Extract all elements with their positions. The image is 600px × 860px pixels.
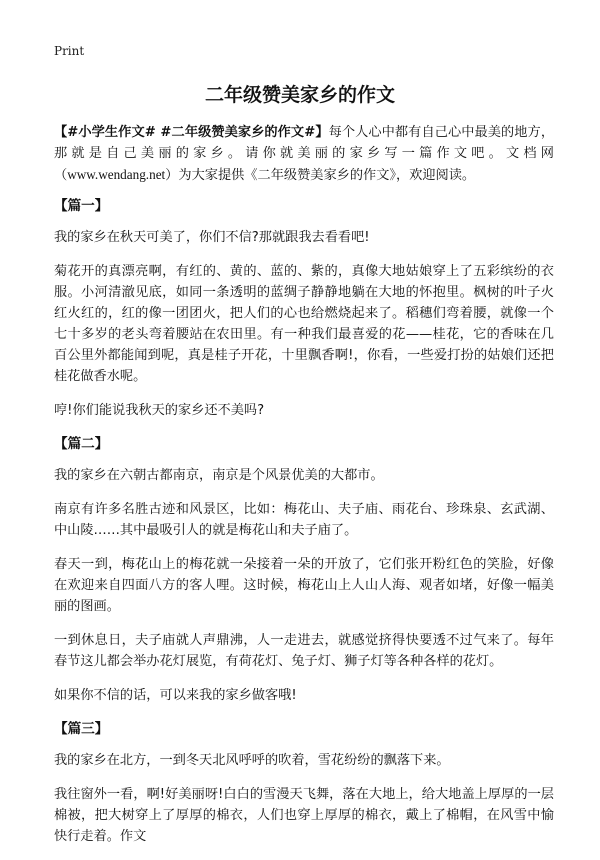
section-paragraph: 我的家乡在北方，一到冬天北风呼呼的吹着，雪花纷纷的飘落下来。 (54, 753, 450, 768)
section-1 (54, 196, 554, 421)
article-body (54, 122, 554, 860)
intro-text-1: 每个人心中都有自己心中最美的地方，那就是自己美丽的家乡。请你就美丽的家乡写一篇作文吧。文档网（ (54, 125, 555, 183)
section-paragraph: 我的家乡在六朝古都南京，南京是个风景优美的大都市。 (54, 468, 384, 483)
intro-paragraph (54, 122, 554, 186)
intro-tags: 【#小学生作文# #二年级赞美家乡的作文#】 (54, 125, 329, 140)
section-heading: 【篇三】 (54, 721, 109, 737)
section-paragraph: 南京有许多名胜古迹和风景区，比如：梅花山、夫子庙、雨花台、珍珠泉、玄武湖、中山陵……其中最吸引人的就是梅花山和夫子庙了。 (54, 502, 554, 538)
section-paragraph: 春天一到，梅花山上的梅花就一朵接着一朵的开放了，它们张开粉红色的笑脸，好像在欢迎来自四面八方的客人哩。这时候，梅花山上人山人海、观者如堵，好像一幅美丽的图画。 (54, 557, 554, 614)
section-paragraph: 我的家乡在秋天可美了，你们不信?那就跟我去看看吧! (54, 230, 370, 245)
section-paragraph: 哼!你们能说我秋天的家乡还不美吗? (54, 403, 265, 418)
print-label: Print (54, 44, 85, 58)
source-url: www.wendang.net (67, 167, 166, 182)
section-paragraph: 如果你不信的话，可以来我的家乡做客哦! (54, 688, 297, 703)
section-paragraph: 菊花开的真漂亮啊，有红的、黄的、蓝的、紫的，真像大地姑娘穿上了五彩缤纷的衣服。小河清澈见底，如同一条透明的蓝绸子静静地躺在大地的怀抱里。枫树的叶子火红火红的，红的像一团团火，把人们的心也给燃烧起来了。稻穗们弯着腰，就像一个七十多岁的老头弯着腰站在农田里。有一种我们最喜爱的花——桂花，它的香味在几百公里外都能闻到呢，真是桂子开花，十里飘香啊!，你看，一些爱打扮的姑娘们还把桂花做香水呢。 (54, 264, 554, 384)
section-heading: 【篇二】 (54, 436, 109, 452)
section-paragraph: 我往窗外一看，啊!好美丽呀!白白的雪漫天飞舞，落在大地上，给大地盖上厚厚的一层棉被，把大树穿上了厚厚的棉衣，人们也穿上厚厚的棉衣，戴上了棉帽，在风雪中愉快行走着。作文 (54, 787, 554, 844)
section-paragraph: 一到休息日，夫子庙就人声鼎沸，人一走进去，就感觉挤得快要透不过气来了。每年春节这儿都会举办花灯展览，有荷花灯、兔子灯、狮子灯等各种各样的花灯。 (54, 633, 554, 669)
section-2 (54, 434, 554, 706)
page-title: 二年级赞美家乡的作文 (204, 84, 395, 106)
intro-text-2: ）为大家提供《二年级赞美家乡的作文》，欢迎阅读。 (165, 168, 476, 183)
section-heading: 【篇一】 (54, 198, 109, 214)
